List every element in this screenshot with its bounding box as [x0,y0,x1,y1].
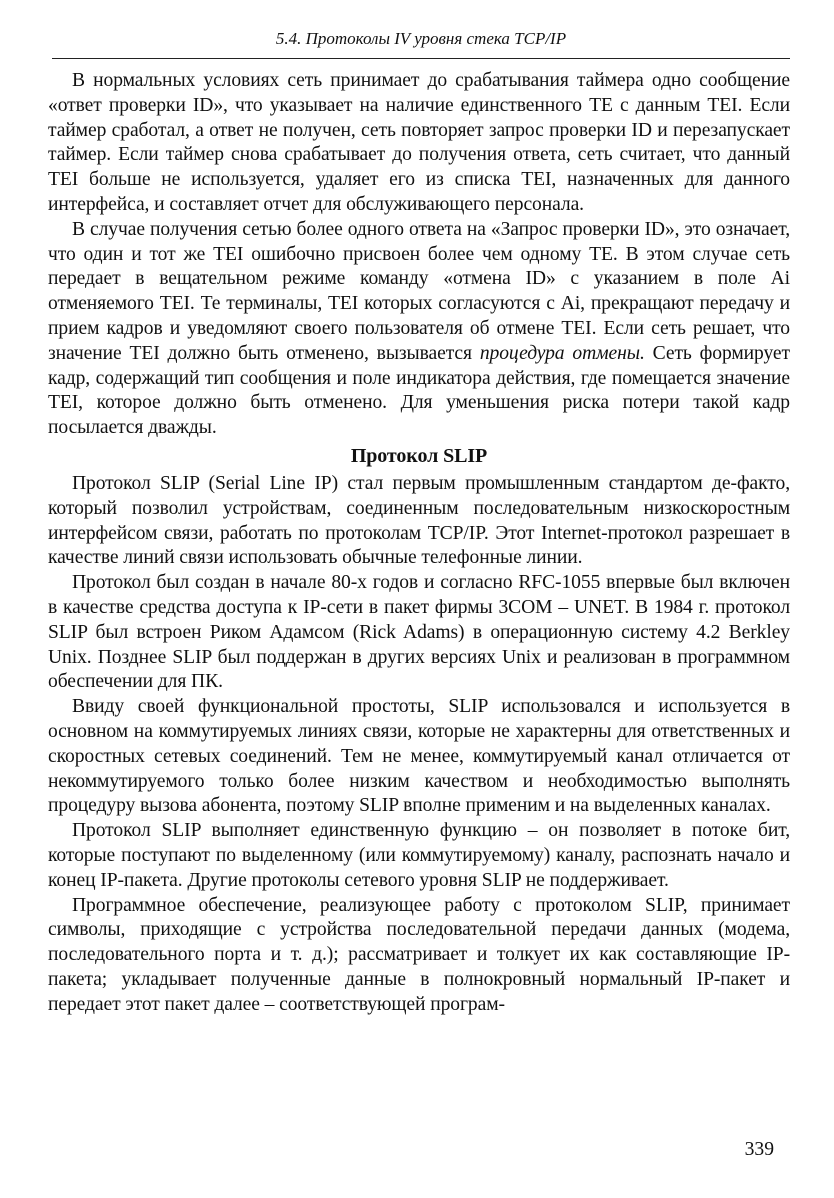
book-page [48,28,790,1017]
paragraph-cancel-procedure [48,218,790,441]
page-number: 339 [744,1139,774,1160]
running-head: 5.4. Протоколы IV уровня стека TCP/IP [52,28,790,59]
paragraph: Программное обеспечение, реализующее работу с протоколом SLIP, принимает символы, приходящие с устройства последовательной передачи данных (модема, последовательного порта и т. д.); рассматривает и толкует их как составляющие IP-пакета; укладывает полученные данные в полнокровный нормальный IP-пакет и передает этот пакет далее – соответствующей програм- [48,894,790,1015]
paragraph: Протокол был создан в начале 80-х годов и согласно RFC-1055 впервые был включен в качестве средства доступа к IP-сети в пакет фирмы 3COM – UNET. В 1984 г. протокол SLIP был встроен Риком Адамсом (Rick Adams) в операционную систему 4.2 Berkley Unix. Позднее SLIP был поддержан в других версиях Unix и реализован в программном обеспечении для ПК. [48,572,790,693]
paragraph: Ввиду своей функциональной простоты, SLIP использовался и используется в основном на коммутируемых линиях связи, которые не характерны для ответственных и скоростных сетевых соединений. Тем не менее, коммутируемый канал отличается от некоммутируемого только более низким качеством и необходимостью выполнять процедуру вызова абонента, поэтому SLIP вполне применим и на выделенных каналах. [48,696,790,817]
paragraph: Протокол SLIP выполняет единственную функцию – он позволяет в потоке бит, которые поступают по выделенному (или коммутируемому) каналу, распознать начало и конец IP-пакета. Другие протоколы сетевого уровня SLIP не поддерживает. [48,820,790,891]
paragraph-text: Сеть формирует кадр, содержащий тип сообщения и поле индикатора действия, где помещается значение TEI, которое должно быть отменено. Для уменьшения риска потери такой кадр посылается дважды. [48,342,790,439]
section-heading: Протокол SLIP [350,444,488,467]
emphasized-term: процедура отмены. [479,342,645,364]
paragraph-text: В случае получения сетью более одного ответа на «Запрос проверки ID», это означает, что один и тот же TEI ошибочно присвоен более чем одному ТЕ. В этом случае сеть передает в вещательном режиме команду «отмена ID» с указанием в поле Ai отменяемого TEI. Те терминалы, TEI которых согласуются с Ai, прекращают передачу и прием кадров и уведомляют своего пользователя об отмене TEI. Если сеть решает, что значение TEI должно быть отменено, вызывается [48,218,790,364]
paragraph: Протокол SLIP (Serial Line IP) стал первым промышленным стандартом де-факто, который позволил устройствам, соединенным последовательным низкоскоростным интерфейсом связи, работать по протоколам TCP/IP. Этот Internet-протокол разрешает в качестве линий связи использовать обычные телефонные линии. [48,472,790,569]
paragraph: В нормальных условиях сеть принимает до срабатывания таймера одно сообщение «ответ проверки ID», что указывает на наличие единственного ТЕ с данным TEI. Если таймер сработал, а ответ не получен, сеть повторяет запрос проверки ID и перезапускает таймер. Если таймер снова срабатывает до получения ответа, сеть считает, что данный TEI больше не используется, удаляет его из списка TEI, назначенных для данного интерфейса, и составляет отчет для обслуживающего персонала. [48,70,790,215]
body-text [48,69,790,1017]
